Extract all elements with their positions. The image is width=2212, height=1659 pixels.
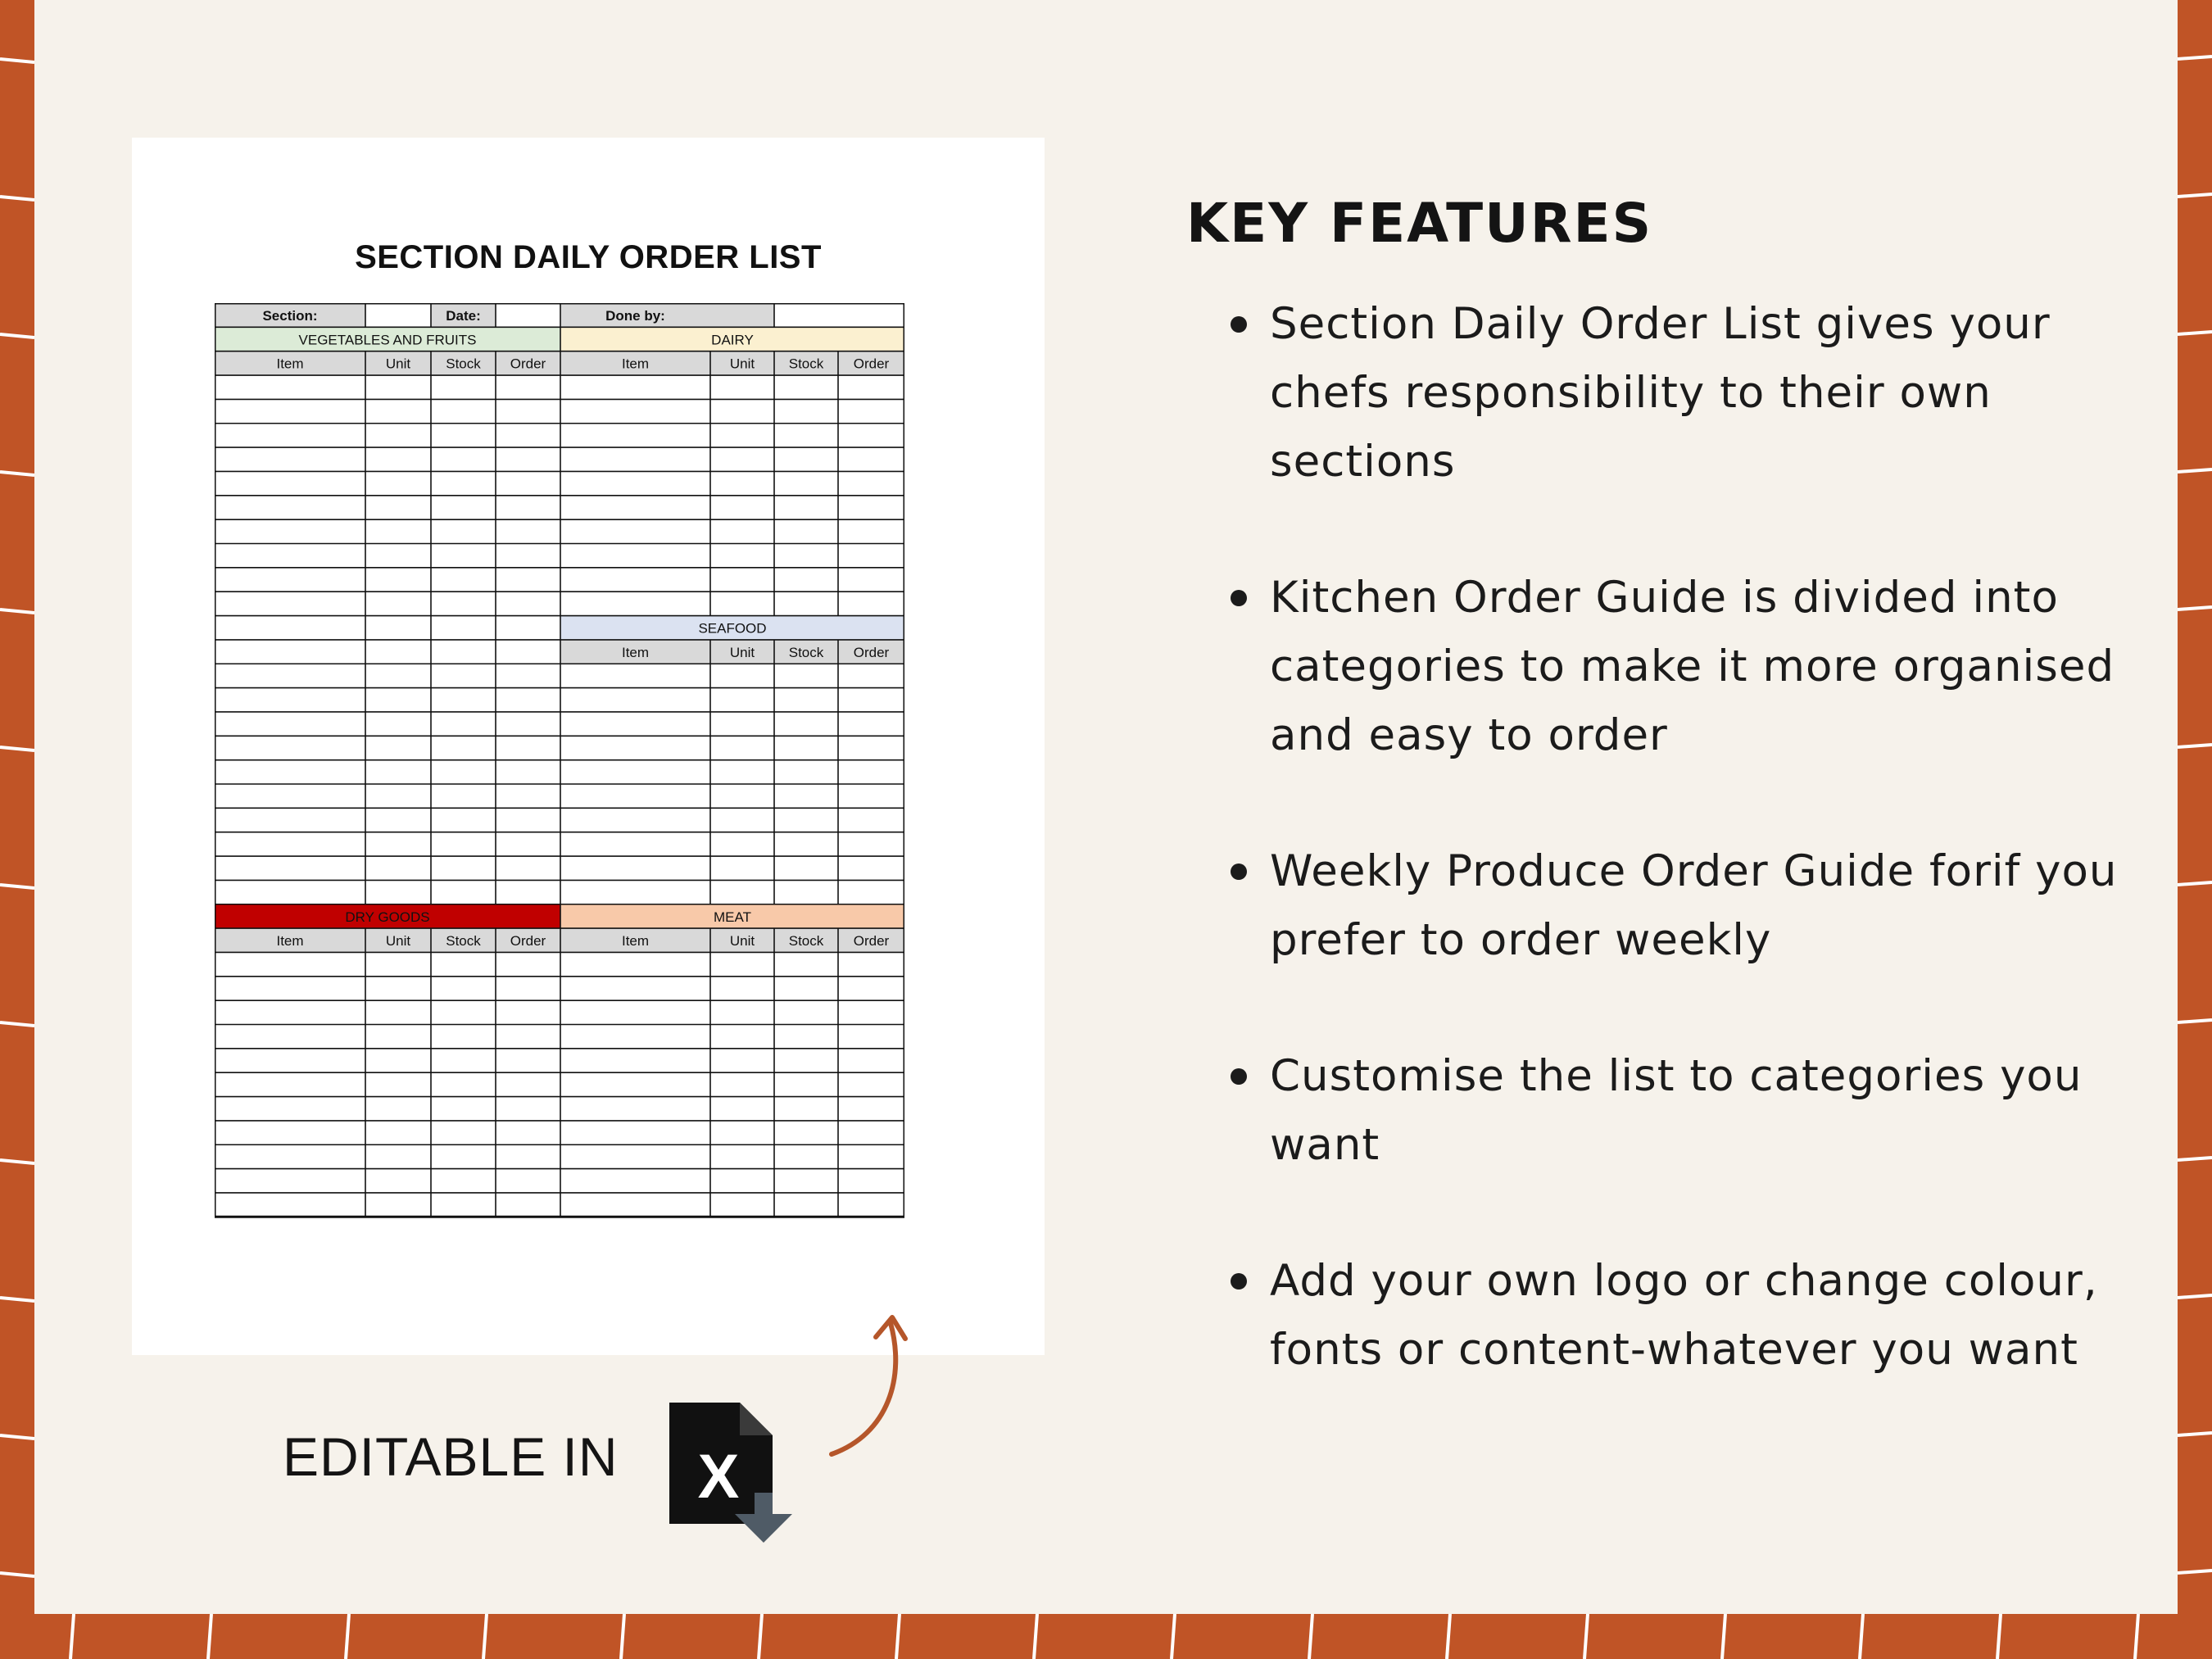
feature-text: Kitchen Order Guide is divided into categories to make it more organised and easy to order: [1270, 573, 2115, 760]
column-header: Order: [510, 356, 546, 372]
bullet-icon: [1231, 590, 1247, 606]
column-header: Unit: [729, 644, 755, 660]
brick-border-bottom: [0, 1614, 2212, 1659]
done-by-label: Done by:: [605, 308, 665, 324]
feature-text: Section Daily Order List gives your chefs responsibility to their own sections: [1270, 299, 2051, 487]
column-header: Stock: [788, 644, 824, 660]
column-header: Order: [853, 356, 890, 372]
column-header: Unit: [729, 933, 755, 950]
column-header: Order: [853, 644, 890, 660]
category-dry-goods: DRY GOODS: [345, 909, 430, 925]
column-header: Order: [853, 933, 890, 950]
sheet-title: SECTION DAILY ORDER LIST: [355, 239, 822, 275]
brick-border-left: [0, 0, 34, 1659]
feature-item: [1186, 1042, 2137, 1180]
brick-fill: [0, 1614, 2212, 1659]
category-seafood: SEAFOOD: [698, 620, 767, 637]
excel-download-icon: [668, 1401, 799, 1544]
feature-text: Weekly Produce Order Guide forif you prefer to order weekly: [1270, 846, 2118, 965]
key-features: [1186, 187, 2137, 1452]
excel-letter: X: [697, 1442, 740, 1512]
category-meat: MEAT: [714, 909, 751, 925]
column-header: Item: [276, 933, 304, 950]
section-label: Section:: [262, 308, 318, 324]
column-header: Item: [621, 933, 650, 950]
column-header: Unit: [385, 933, 411, 950]
bullet-icon: [1231, 316, 1247, 333]
feature-text: Add your own logo or change colour, fonts or content-whatever you want: [1270, 1256, 2098, 1375]
column-header: Unit: [385, 356, 411, 372]
category-dairy: DAIRY: [711, 332, 754, 348]
editable-in-label: EDITABLE IN: [283, 1426, 619, 1487]
bullet-icon: [1231, 1068, 1247, 1085]
column-header: Stock: [788, 933, 824, 950]
column-header: Item: [621, 356, 650, 372]
column-header: Unit: [729, 356, 755, 372]
brick-fill: [0, 0, 34, 1659]
column-header: Item: [621, 644, 650, 660]
order-sheet-preview: [132, 138, 1045, 1355]
feature-text: Customise the list to categories you want: [1270, 1051, 2083, 1170]
brick-fill: [2178, 0, 2212, 1659]
feature-item: [1186, 290, 2137, 496]
column-header: Order: [510, 933, 546, 950]
column-header: Item: [276, 356, 304, 372]
category-vegetables-fruits: VEGETABLES AND FRUITS: [298, 332, 477, 348]
column-header: Stock: [446, 356, 481, 372]
features-heading: KEY FEATURES: [1186, 192, 1653, 255]
bullet-icon: [1231, 1273, 1247, 1290]
brick-border-right: [2178, 0, 2212, 1659]
order-table: [215, 303, 904, 1222]
header-fill: [560, 303, 774, 327]
curved-arrow-icon: [823, 1303, 918, 1462]
date-label: Date:: [446, 308, 481, 324]
column-header: Stock: [446, 933, 481, 950]
bullet-icon: [1231, 863, 1247, 880]
feature-item: [1186, 564, 2137, 770]
features-list: [1186, 290, 2137, 1385]
feature-item: [1186, 1247, 2137, 1385]
column-header: Stock: [788, 356, 824, 372]
feature-item: [1186, 837, 2137, 975]
